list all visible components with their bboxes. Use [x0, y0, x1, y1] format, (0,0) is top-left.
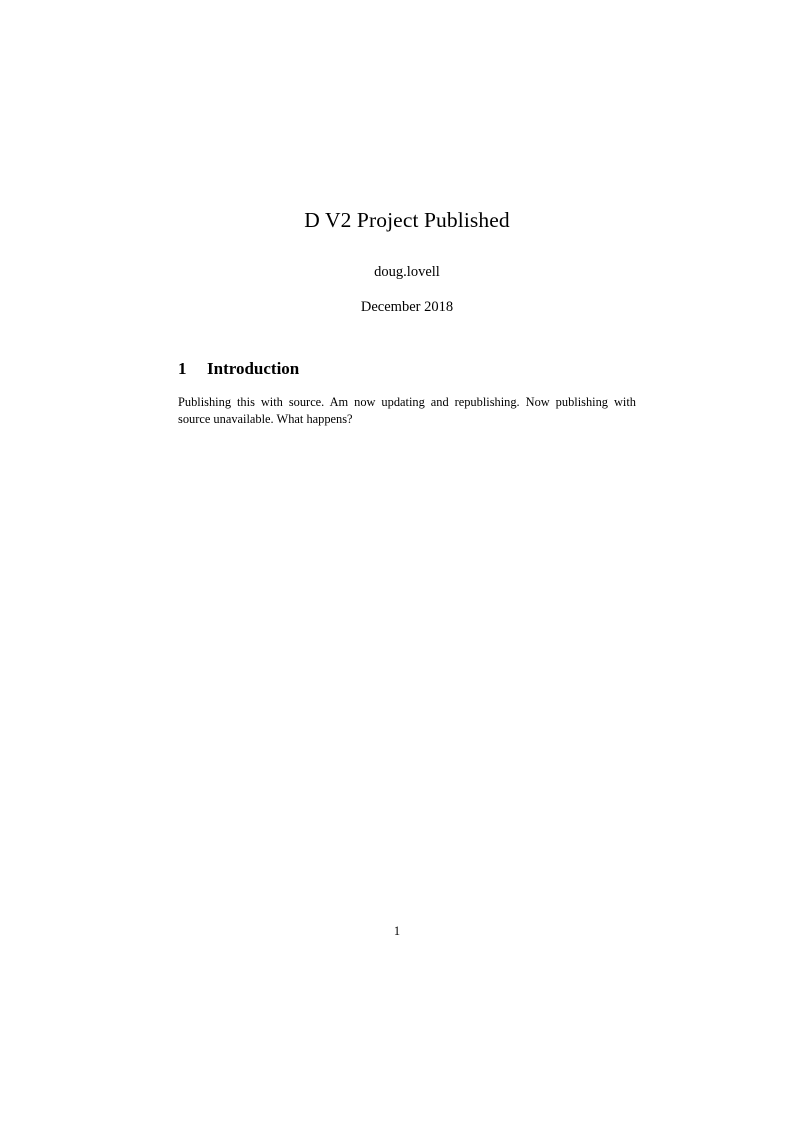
page-title: D V2 Project Published — [304, 208, 510, 232]
document-date: December 2018 — [360, 299, 454, 316]
section-number: 1 — [178, 358, 187, 378]
document-author: doug.lovell — [374, 263, 440, 280]
document-body — [178, 208, 636, 427]
section-heading-introduction — [178, 359, 636, 379]
section-title: Introduction — [207, 358, 300, 378]
page-number: 1 — [393, 924, 401, 938]
section-paragraph: Publishing this with source. Am now updating and republishing. Now publishing with source unavailable. What happens? — [178, 394, 636, 426]
